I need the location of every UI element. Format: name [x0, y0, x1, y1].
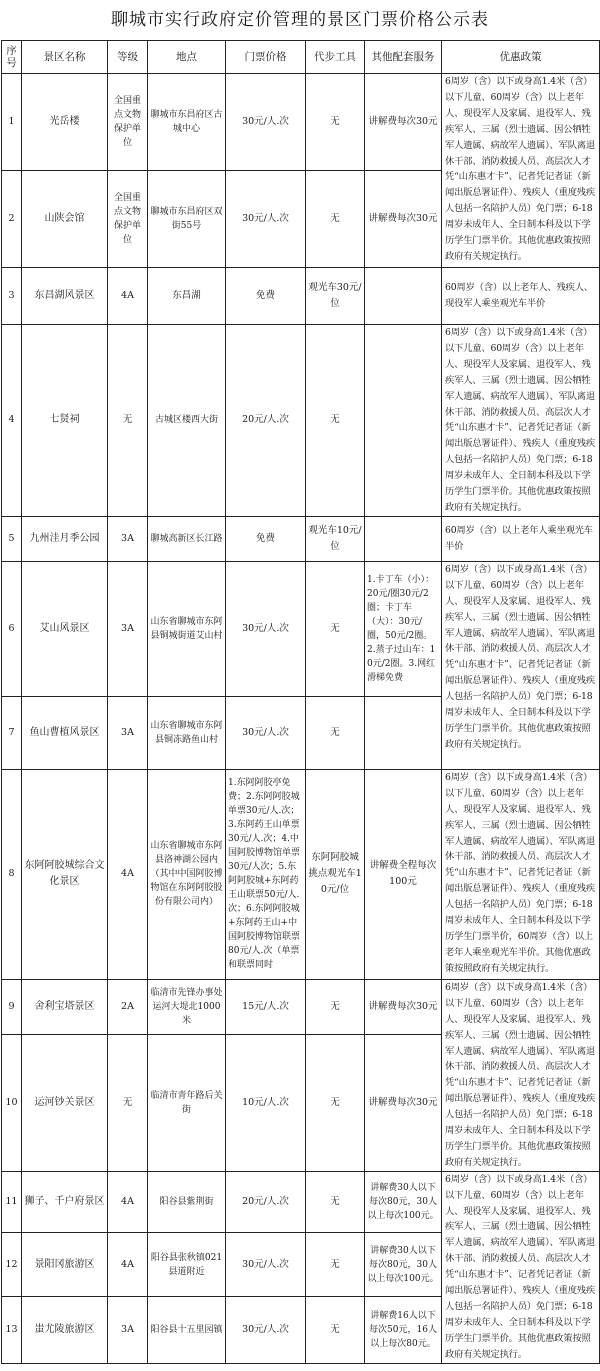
table-row: [2, 979, 600, 1034]
row-transport: 无: [306, 74, 365, 171]
row-transport: 无: [306, 696, 365, 769]
row-location: 山东省聊城市东阿县洛神湖公园内（其中中国阿胶博物馆在东阿阿胶股份有限公司内）: [148, 769, 226, 979]
row-location: 临清市青年路后关街: [148, 1035, 226, 1171]
row-no: 10: [2, 1035, 22, 1171]
table-row: [2, 268, 600, 325]
row-level: 4A: [108, 1171, 148, 1233]
row-no: 13: [2, 1296, 22, 1363]
row-price: 30元/人.次: [226, 171, 306, 268]
row-no: 5: [2, 516, 22, 561]
row-transport: 无: [306, 325, 365, 517]
row-location: 东昌湖: [148, 268, 226, 325]
row-transport: 无: [306, 171, 365, 268]
row-policy: 6周岁（含）以下或身高1.4米（含）以下儿童、60周岁（含）以上老年人、现役军人及家属、退役军人、残疾军人、三属（烈士遗属、因公牺牲军人遗属、病故军人遗属）、军队离退休干部、消防救援人员、高层次人才凭“山东惠才卡”、记者凭记者证（新闻出版总署证件）、残疾人（重度残疾人包括一名陪护人员）免门票；6-18周岁未成年人、全日制本科及以下学历学生门票半价。其他优惠政策按照政府有关规定执行。: [442, 325, 600, 517]
row-transport: 观光车30元/位: [306, 268, 365, 325]
row-price: 30元/人.次: [226, 561, 306, 696]
row-no: 11: [2, 1171, 22, 1233]
row-level: 全国重点文物保护单位: [108, 74, 148, 171]
row-price: 20元/人.次: [226, 325, 306, 517]
row-location: 阳谷县紫荆街: [148, 1171, 226, 1233]
row-transport: 无: [306, 1233, 365, 1297]
row-policy: 6周岁（含）以下或身高1.4米（含）以下儿童、60周岁（含）以上老年人、现役军人及家属、退役军人、残疾军人、三属（烈士遗属、因公牺牲军人遗属、病故军人遗属）、军队离退休干部、消防救援人员、高层次人才凭“山东惠才卡”、记者凭记者证（新闻出版总署证件）、残疾人（重度残疾人包括一名陪护人员）免门票；6-18周岁未成年人、全日制本科及以下学历学生门票半价。其他优惠政策按照政府有关规定执行。: [442, 979, 600, 1171]
row-transport: 无: [306, 561, 365, 696]
row-name: 艾山风景区: [22, 561, 108, 696]
col-header-name: 景区名称: [22, 41, 108, 74]
row-no: 9: [2, 979, 22, 1034]
row-level: 4A: [108, 769, 148, 979]
row-name: 运河钞关景区: [22, 1035, 108, 1171]
row-no: 12: [2, 1233, 22, 1297]
row-location: 古城区楼西大街: [148, 325, 226, 517]
row-level: 3A: [108, 516, 148, 561]
row-location: 阳谷县十五里园镇: [148, 1296, 226, 1363]
row-location: 山东省聊城市东阿县铜城街道艾山村: [148, 561, 226, 696]
row-services: 讲解费全程每次100元: [365, 769, 442, 979]
row-location: 临清市先锋办事处运河大堤北1000米: [148, 979, 226, 1034]
row-transport: 无: [306, 1296, 365, 1363]
row-services: 讲解费每次30元: [365, 979, 442, 1034]
row-policy: 6周岁（含）以下或身高1.4米（含）以下儿童、60周岁（含）以上老年人、现役军人及家属、退役军人、残疾军人、三属（烈士遗属、因公牺牲军人遗属、病故军人遗属）、军队离退休干部、消防救援人员、高层次人才凭“山东惠才卡”、记者凭记者证（新闻出版总署证件）、残疾人（重度残疾人包括一名陪护人员）免门票；6-18周岁未成年人、全日制本科及以下学历学生门票半价。其他优惠政策按照政府有关规定执行。: [442, 561, 600, 769]
header-row: [2, 41, 600, 74]
row-services: 讲解费16人以下每次50元，16人以上每次80元。: [365, 1296, 442, 1363]
row-name: 东昌湖风景区: [22, 268, 108, 325]
col-header-price: 门票价格: [226, 41, 306, 74]
row-services: [365, 268, 442, 325]
row-services: 讲解费每次30元: [365, 171, 442, 268]
row-name: 山陕会馆: [22, 171, 108, 268]
row-services: [365, 516, 442, 561]
row-level: 4A: [108, 1233, 148, 1297]
row-level: 无: [108, 325, 148, 517]
page-title: 聊城市实行政府定价管理的景区门票价格公示表: [111, 10, 489, 30]
row-no: 4: [2, 325, 22, 517]
table-row: [2, 1171, 600, 1233]
col-header-transport: 代步工具: [306, 41, 365, 74]
row-services: 讲解费30人以下每次80元，30人以上每次100元。: [365, 1171, 442, 1233]
row-price: 10元/人.次: [226, 1035, 306, 1171]
table-row: [2, 325, 600, 517]
row-name: 九州洼月季公园: [22, 516, 108, 561]
row-no: 2: [2, 171, 22, 268]
row-price: 15元/人.次: [226, 979, 306, 1034]
row-level: 4A: [108, 268, 148, 325]
row-name: 蚩尤陵旅游区: [22, 1296, 108, 1363]
col-header-location: 地点: [148, 41, 226, 74]
row-transport: 无: [306, 979, 365, 1034]
col-header-policy: 优惠政策: [442, 41, 600, 74]
table-row: [2, 561, 600, 696]
row-location: 山东省聊城市东阿县铜冻路鱼山村: [148, 696, 226, 769]
row-policy: 6周岁（含）以下或身高1.4米（含）以下儿童、60周岁（含）以上老年人、现役军人及家属、退役军人、残疾军人、三属（烈士遗属、因公牺牲军人遗属、病故军人遗属）、军队离退休干部、消防救援人员、高层次人才凭“山东惠才卡”、记者凭记者证（新闻出版总署证件）、残疾人（重度残疾人包括一名陪护人员）免门票；6-18周岁未成年人、全日制本科及以下学历学生门票半价，60周岁（含）以上老年人乘坐观光车半价。其他优惠政策按照政府有关规定执行。: [442, 769, 600, 979]
row-level: 3A: [108, 1296, 148, 1363]
row-price: 30元/人.次: [226, 1296, 306, 1363]
row-name: 景阳冈旅游区: [22, 1233, 108, 1297]
row-location: 聊城高新区长江路: [148, 516, 226, 561]
row-price: 30元/人.次: [226, 696, 306, 769]
row-policy: 60周岁（含）以上老年人、残疾人、现役军人乘坐观光车半价: [442, 268, 600, 325]
row-services: 讲解费30人以下每次80元，30人以上每次100元。: [365, 1233, 442, 1297]
row-price: 免费: [226, 268, 306, 325]
row-services: 讲解费每次30元: [365, 74, 442, 171]
row-location: 阳谷县张秋镇021县道附近: [148, 1233, 226, 1297]
row-no: 6: [2, 561, 22, 696]
row-price: 20元/人.次: [226, 1171, 306, 1233]
row-price: 1.东阿阿胶亭免费；2.东阿阿胶城单票30元/人.次；3.东阿药王山单票30元/人.次；4.中国阿胶博物馆单票30元/人次；5.东阿阿胶城+东阿药王山联票50元/人.次；6.东阿阿胶城+东阿药王山+中国阿胶博物馆联票80元/人.次（单票和联票同时: [226, 769, 306, 979]
row-level: 3A: [108, 696, 148, 769]
row-transport: 无: [306, 1171, 365, 1233]
row-no: 1: [2, 74, 22, 171]
row-price: 30元/人.次: [226, 74, 306, 171]
row-name: 七贤祠: [22, 325, 108, 517]
row-level: 3A: [108, 561, 148, 696]
col-header-services: 其他配套服务: [365, 41, 442, 74]
ticket-price-table: [1, 40, 600, 1364]
row-price: 免费: [226, 516, 306, 561]
row-transport: 无: [306, 1035, 365, 1171]
row-location: 聊城市东昌府区双街55号: [148, 171, 226, 268]
row-policy: 60周岁（含）以上老年人乘坐观光车半价: [442, 516, 600, 561]
col-header-no: 序号: [2, 41, 22, 74]
row-level: 全国重点文物保护单位: [108, 171, 148, 268]
row-name: 光岳楼: [22, 74, 108, 171]
row-services: [365, 325, 442, 517]
row-name: 东阿阿胶城综合文化景区: [22, 769, 108, 979]
table-row: [2, 516, 600, 561]
table-row: [2, 769, 600, 979]
row-level: 2A: [108, 979, 148, 1034]
row-name: 狮子、千户府景区: [22, 1171, 108, 1233]
row-no: 7: [2, 696, 22, 769]
row-transport: 观光车10元/位: [306, 516, 365, 561]
row-location: 聊城市东昌府区古城中心: [148, 74, 226, 171]
row-level: 无: [108, 1035, 148, 1171]
row-services: [365, 696, 442, 769]
row-policy: 6周岁（含）以下或身高1.4米（含）以下儿童、60周岁（含）以上老年人、现役军人及家属、退役军人、残疾军人、三属（烈士遗属、因公牺牲军人遗属、病故军人遗属）、军队离退休干部、消防救援人员、高层次人才凭“山东惠才卡”、记者凭记者证（新闻出版总署证件）、残疾人（重度残疾人包括一名陪护人员）免门票；6-18周岁未成年人、全日制本科及以下学历学生门票半价。其他优惠政策按照政府有关规定执行。: [442, 1171, 600, 1363]
table-row: [2, 74, 600, 171]
row-services: 讲解费每次30元: [365, 1035, 442, 1171]
row-price: 30元/人.次: [226, 1233, 306, 1297]
row-services: 1.卡丁车（小）：20元/圈30元/2圈；卡丁车（大）：30元/圈，50元/2圈。2.蒸子过山车：10元/2圈。3.网红滑梯免费: [365, 561, 442, 696]
row-no: 8: [2, 769, 22, 979]
row-transport: 东阿阿胶城挑点观光车10元/位: [306, 769, 365, 979]
row-no: 3: [2, 268, 22, 325]
row-policy: 6周岁（含）以下或身高1.4米（含）以下儿童、60周岁（含）以上老年人、现役军人及家属、退役军人、残疾军人、三属（烈士遗属、因公牺牲军人遗属、病故军人遗属）、军队离退休干部、消防救援人员、高层次人才凭“山东惠才卡”、记者凭记者证（新闻出版总署证件）、残疾人（重度残疾人包括一名陪护人员）免门票；6-18周岁未成年人、全日制本科及以下学历学生门票半价。其他优惠政策按照政府有关规定执行。: [442, 74, 600, 268]
row-name: 舍利宝塔景区: [22, 979, 108, 1034]
row-name: 鱼山曹植风景区: [22, 696, 108, 769]
col-header-level: 等级: [108, 41, 148, 74]
